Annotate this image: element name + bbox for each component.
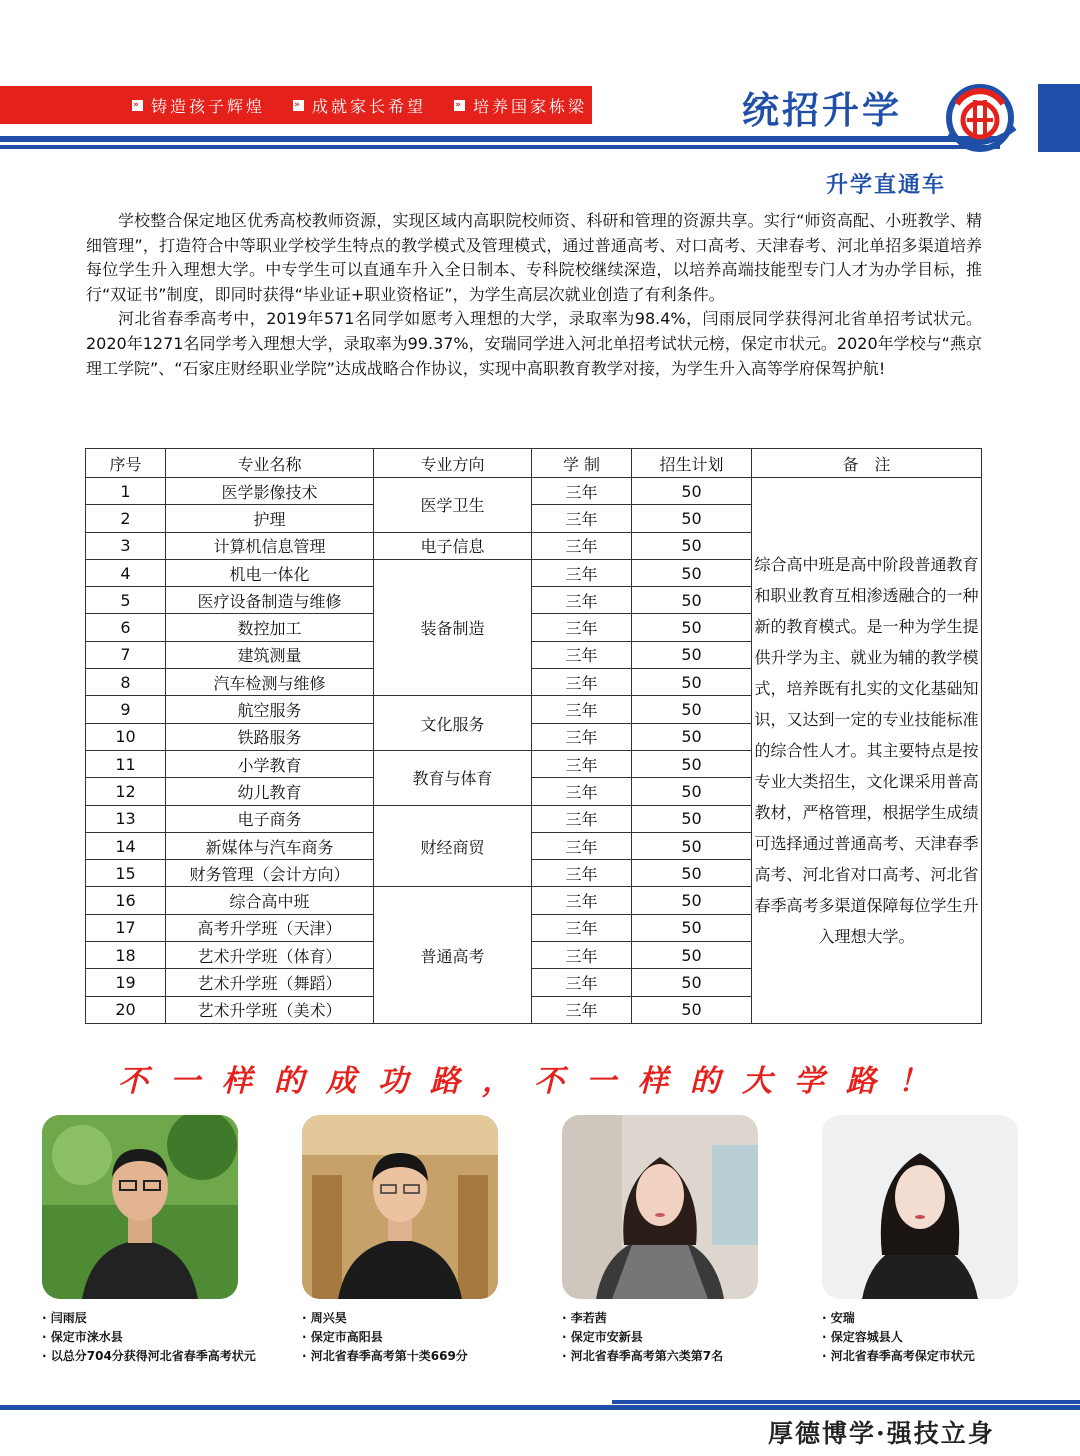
student-caption [42,1309,256,1366]
enrollment-plan-table [85,448,982,1024]
table-header-row [86,449,982,478]
header-length: 学 制 [532,449,632,478]
slogan-item: » 培养国家栋梁 [455,96,588,116]
table-row: 8 汽车检测与维修 三年 50 [86,669,982,696]
table-row: 3 计算机信息管理 电子信息 三年 50 [86,532,982,559]
student-name: · 李若茜 [562,1309,758,1328]
student-place: · 保定市涞水县 [42,1328,238,1347]
slogan-item: » 成就家长希望 [294,96,427,116]
student-card [562,1115,758,1366]
table-row: 18 艺术升学班（体育） 三年 50 [86,942,982,969]
direction-cell: 装备制造 [374,559,532,695]
direction-cell: 财经商贸 [374,805,532,887]
student-name: · 闫雨辰 [42,1309,238,1328]
header-blue-stripe-thin [0,145,1000,149]
note-cell: 综合高中班是高中阶段普通教育和职业教育互相渗透融合的一种新的教育模式。是一种为学生提供升学为主、就业为辅的教学模式，培养既有扎实的文化基础知识，又达到一定的专业技能标准的综合性人才。其主要特点是按专业大类招生，文化课采用普高教材，严格管理，根据学生成绩可选择通过普通高考、天津春季高考、河北省对口高考、河北省春季高考多渠道保障每位学生升入理想大学。 [752,478,982,1024]
red-slogan: 不一样的成功路，不一样的大学路！ [118,1064,950,1099]
student-name: · 安瑞 [822,1309,1018,1328]
footer-blue-stripe-top [612,1400,1080,1404]
student-caption [822,1309,1018,1366]
section-subtitle: 升学直通车 [826,173,947,198]
student-card [822,1115,1018,1366]
student-caption [302,1309,498,1366]
table-row: 1 医学影像技术 医学卫生 三年 50 综合高中班是高中阶段普通教育和职业教育互相渗透融合的一种新的教育模式。是一种为学生提供升学为主、就业为辅的教学模式，培养既有扎实的文化基础知识，又达到一定的专业技能标准的综合性人才。其主要特点是按专业大类招生，文化课采用普高教材，严格管理，根据学生成绩可选择通过普通高考、天津春季高考、河北省对口高考、河北省春季高考多渠道保障每位学生升入理想大学。 [86,478,982,505]
footer-motto: 厚德博学·强技立身 [768,1419,995,1448]
table-row: 14 新媒体与汽车商务 三年 50 [86,832,982,859]
slogan-item: » 铸造孩子辉煌 [133,96,266,116]
table-row: 17 高考升学班（天津） 三年 50 [86,914,982,941]
student-photo [42,1115,238,1299]
table-row: 5 医疗设备制造与维修 三年 50 [86,587,982,614]
table-row: 19 艺术升学班（舞蹈） 三年 50 [86,969,982,996]
header-plan: 招生计划 [632,449,752,478]
header-blue-stripe [0,136,1000,142]
student-photo [562,1115,758,1299]
table-row: 9 航空服务 文化服务 三年 50 [86,696,982,723]
student-award: · 河北省春季高考第十类669分 [302,1347,498,1366]
intro-paragraph-1: 学校整合保定地区优秀高校教师资源，实现区域内高职院校师资、科研和管理的资源共享。实行“师资高配、小班教学、精细管理”，打造符合中等职业学校学生特点的教学模式及管理模式，通过普通高考、对口高考、天津春考、河北单招多渠道培养每位学生升入理想大学。中专学生可以直通车升入全日制本、专科院校继续深造，以培养高端技能型专门人才为办学目标，推行“双证书”制度，即同时获得“毕业证+职业资格证”，为学生高层次就业创造了有利条件。 [86,211,982,304]
header-direction: 专业方向 [374,449,532,478]
student-award: · 河北省春季高考保定市状元 [822,1347,1018,1366]
intro-paragraph-2: 河北省春季高考中，2019年571名同学如愿考入理想的大学，录取率为98.4%，闫雨辰同学获得河北省单招考试状元。2020年1271名同学考入理想大学，录取率为99.37%，安瑞同学进入河北单招考试状元榜，保定市状元。2020年学校与“燕京理工学院”、“石家庄财经职业学院”达成战略合作协议，实现中高职教育教学对接，为学生升入高等学府保驾护航! [86,309,982,378]
table-row: 13 电子商务 财经商贸 三年 50 [86,805,982,832]
student-place: · 保定容城县人 [822,1328,1018,1347]
direction-cell: 医学卫生 [374,478,532,533]
table-row: 6 数控加工 三年 50 [86,614,982,641]
student-card [42,1115,256,1366]
intro-text [86,209,982,381]
direction-cell: 文化服务 [374,696,532,751]
table-row: 20 艺术升学班（美术） 三年 50 [86,996,982,1023]
table-row: 2 护理 三年 50 [86,505,982,532]
table-row: 11 小学教育 教育与体育 三年 50 [86,750,982,777]
student-card [302,1115,498,1366]
header-note: 备 注 [752,449,982,478]
double-arrow-icon: » [455,99,464,110]
table-row: 16 综合高中班 普通高考 三年 50 [86,887,982,914]
student-caption [562,1309,758,1366]
student-award: · 河北省春季高考第六类第7名 [562,1347,758,1366]
header-name: 专业名称 [166,449,374,478]
direction-cell: 教育与体育 [374,750,532,805]
student-name: · 周兴昊 [302,1309,498,1328]
direction-cell: 电子信息 [374,532,532,559]
page-title: 统招升学 [742,89,902,132]
header-no: 序号 [86,449,166,478]
school-logo-icon [945,84,1019,152]
student-photo [302,1115,498,1299]
table-row: 12 幼儿教育 三年 50 [86,778,982,805]
header-slogans [132,86,587,124]
direction-cell: 普通高考 [374,887,532,1023]
table-row: 4 机电一体化 装备制造 三年 50 [86,559,982,586]
double-arrow-icon: » [294,99,303,110]
table-row: 7 建筑测量 三年 50 [86,641,982,668]
footer-blue-stripe [0,1405,1080,1410]
double-arrow-icon: » [133,99,142,110]
table-row: 10 铁路服务 三年 50 [86,723,982,750]
student-place: · 保定市安新县 [562,1328,758,1347]
student-award: · 以总分704分获得河北省春季高考状元 [42,1347,238,1366]
header-blue-block [1038,84,1080,152]
student-place: · 保定市高阳县 [302,1328,498,1347]
table-row: 15 财务管理（会计方向） 三年 50 [86,860,982,887]
student-photo [822,1115,1018,1299]
